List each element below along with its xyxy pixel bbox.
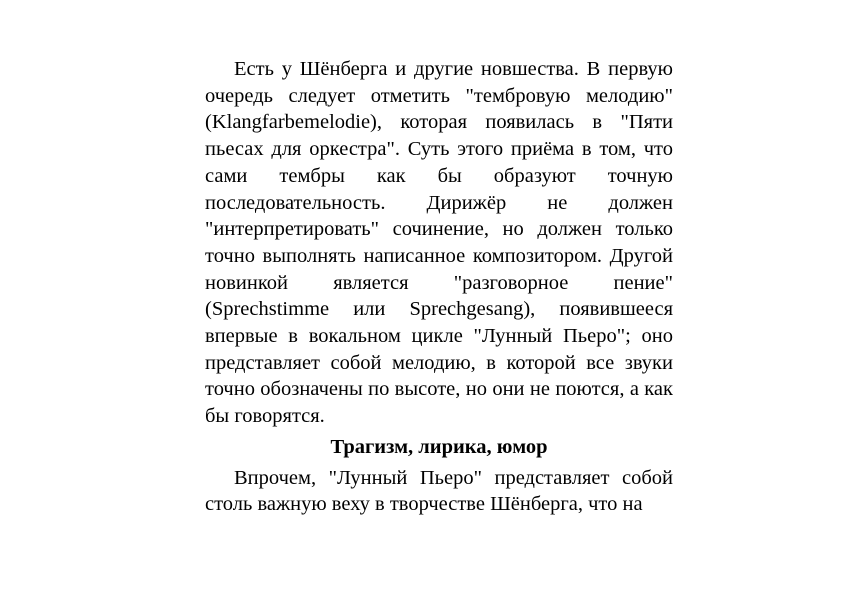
section-heading: Трагизм, лирика, юмор	[330, 435, 548, 458]
paragraph-pierrot: Впрочем, "Лунный Пьеро" представляет собой столь важную веху в творчестве Шёнберга, что на	[205, 466, 673, 516]
document-page	[205, 56, 673, 518]
paragraph-innovations: Есть у Шёнберга и другие новшества. В первую очередь следует отметить "тембровую мелодию" (Klangfarbemelodie), которая появилась в "Пяти пьесах для оркестра". Суть этого приёма в том, что сами тембры как бы образуют точную последовательность. Дирижёр не должен "интерпретировать" сочинение, но должен только точно выполнять написанное композитором. Другой новинкой является "разговорное пение" (Sprechstimme или Sprechgesang), появившееся впервые в вокальном цикле "Лунный Пьеро"; оно представляет собой мелодию, в которой все звуки точно обозначены по высоте, но они не поются, а как бы говорятся.	[205, 58, 673, 428]
